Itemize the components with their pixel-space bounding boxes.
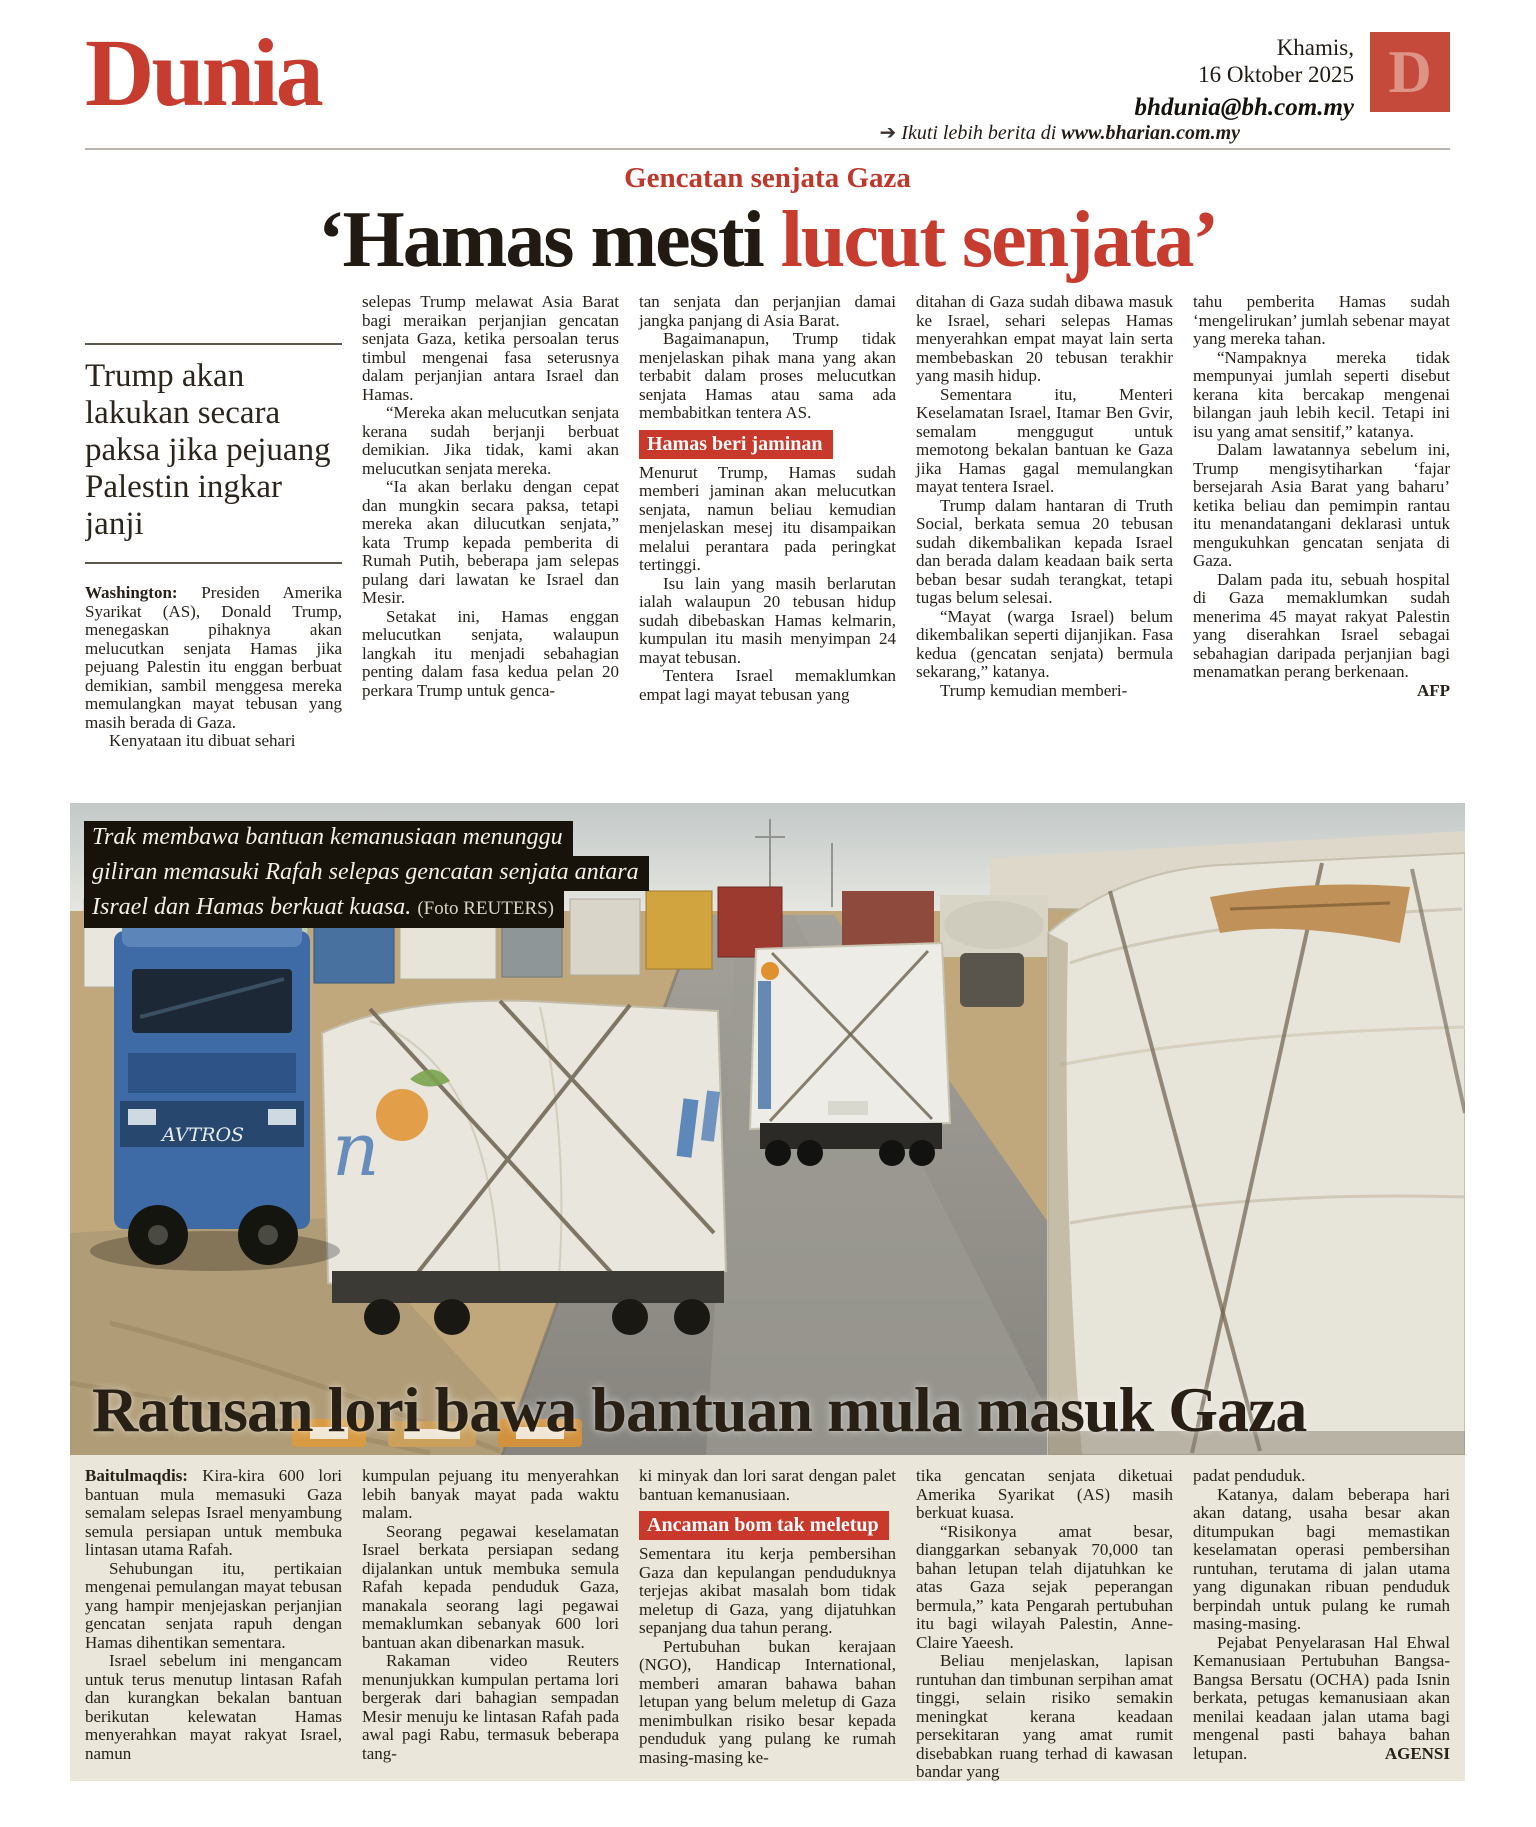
- date-line-2: 16 Oktober 2025: [1198, 62, 1354, 87]
- dateline: Washington:: [85, 583, 178, 602]
- blue-truck: [90, 921, 340, 1271]
- paragraph: Sementara itu kerja pembersihan Gaza dan kepulangan penduduknya terjejas akibat masalah bom tidak meletup di Gaza, yang dijatuhkan sepanjang dua tahun perang.: [639, 1544, 896, 1637]
- paragraph: Beliau menjelaskan, lapisan runtuhan dan timbunan serpihan amat tinggi, selain risiko semakin meningkat kerana keadaan persekitaran yang amat rumit disebabkan ruang terhad di kawasan bandar yang: [916, 1651, 1173, 1781]
- headline-red: lucut senjata’: [780, 196, 1218, 284]
- paragraph: ki minyak dan lori sarat dengan palet bantuan kemanusiaan.: [639, 1466, 896, 1504]
- caption-text: Israel dan Hamas berkuat kuasa.: [92, 894, 412, 920]
- paragraph: Menurut Trump, Hamas sudah memberi jaminan akan melucutkan senjata, namun beliau kemudian menjelaskan mesej itu disampaikan melalui perantara pada peringkat tertinggi.: [639, 462, 896, 574]
- paragraph-text: Pejabat Penyelarasan Hal Ehwal Kemanusiaan Pertubuhan Bangsa-Bangsa Bersatu (OCHA) pada Isnin berkata, petugas kemanusiaan akan menilai keadaan jalan utama bagi mengenal pasti bahaya bahan letupan.: [1193, 1632, 1450, 1763]
- article2-column-3: [639, 1467, 896, 1781]
- paragraph: selepas Trump melawat Asia Barat bagi meraikan perjanjian gencatan senjata Gaza, ketika persoalan terus timbul mengenai fasa seterusnya dalam perjanjian antara Israel dan Hamas.: [362, 293, 619, 404]
- caption-line: Trak membawa bantuan kemanusiaan menunggu: [84, 821, 573, 856]
- paragraph: [85, 1467, 342, 1560]
- paragraph: Israel sebelum ini mengancam untuk terus menutup lintasan Rafah dan kurangkan bekalan bantuan berikutan kelewatan Hamas menyerahkan mayat rakyat Israel, namun: [85, 1651, 342, 1763]
- paragraph: Seorang pegawai keselamatan Israel berkata persiapan sedang dijalankan untuk membuka semula Rafah kepada penduduk Gaza, manakala seorang lagi pegawai memaklumkan sebanyak 600 lori bantuan akan dibenarkan masuk.: [362, 1521, 619, 1652]
- paragraph: Pertubuhan bukan kerajaan (NGO), Handicap International, memberi amaran bahawa bahan letupan yang belum meletup di Gaza menimbulkan risiko besar kepada penduduk yang pulang ke rumah masing-masing ke-: [639, 1636, 896, 1767]
- paragraph: “Ia akan berlaku dengan cepat dan mungkin secara paksa, tetapi mereka akan dilucutkan senjata,” kata Trump kepada pemberita di Rumah Putih, beberapa jam selepas pulang dari lawatan ke Israel dan Mesir.: [362, 477, 619, 607]
- aid-bundle-trailer: [322, 1001, 726, 1335]
- agency-credit: AFP: [1416, 680, 1450, 700]
- article1-headline: [85, 197, 1450, 283]
- paragraph: Trump dalam hantaran di Truth Social, berkata semua 20 tebusan sudah dikembalikan kepada Israel dan berada dalam keadaan baik serta beban besar sudah terangkat, tetapi tugas belum selesai.: [916, 495, 1173, 607]
- subhead-label: Hamas beri jaminan: [639, 430, 833, 459]
- standfirst-rule-bottom: [85, 562, 342, 564]
- agency-credit: AGENSI: [1384, 1743, 1450, 1763]
- arrow-icon: ➔: [879, 122, 897, 144]
- svg-text:n: n: [332, 1107, 380, 1193]
- paragraph: ditahan di Gaza sudah dibawa masuk ke Israel, sehari selepas Hamas menyerahkan empat mayat lain serta membebaskan 20 tebusan terakhir yang masih hidup.: [916, 293, 1173, 385]
- news-photo: [70, 803, 1465, 1455]
- paragraph: Sehubungan itu, pertikaian mengenai pemulangan mayat tebusan yang hampir menjejaskan perjanjian gencatan senjata rapuh dengan Hamas dihentikan sementara.: [85, 1558, 342, 1652]
- section-email[interactable]: bhdunia@bh.com.my: [1134, 94, 1354, 121]
- paragraph: [1193, 569, 1450, 700]
- paragraph: Isu lain yang masih berlarutan ialah walaupun 20 tebusan hidup sudah dibebaskan Hamas kelmarin, kumpulan itu masih menyimpan 24 mayat tebusan.: [639, 573, 896, 667]
- paragraph: tahu pemberita Hamas sudah ‘mengelirukan’ jumlah sebenar mayat yang mereka tahan.: [1193, 293, 1450, 348]
- paragraph: padat penduduk.: [1193, 1466, 1306, 1485]
- caption-line: [84, 891, 564, 928]
- paragraph: Tentera Israel memaklumkan empat lagi mayat tebusan yang: [639, 666, 896, 704]
- caption-line: giliran memasuki Rafah selepas gencatan senjata antara: [84, 856, 649, 891]
- tarped-convoy-right: [1048, 853, 1465, 1455]
- paragraph: [85, 584, 342, 732]
- section-title: Dunia: [85, 19, 321, 126]
- article1-column-5: [1193, 293, 1450, 789]
- header-rule: [85, 148, 1450, 150]
- headline-black: ‘Hamas mesti: [317, 196, 781, 284]
- paragraph: Setakat ini, Hamas enggan melucutkan senjata, walaupun langkah itu menjadi sebahagian penting dalam fasa kedua pelan 20 perkara Trump untuk genca-: [362, 606, 619, 700]
- subhead-label: Ancaman bom tak meletup: [639, 1511, 889, 1540]
- paragraph: Kenyataan itu dibuat sehari: [109, 731, 296, 750]
- svg-text:AVTROS: AVTROS: [162, 1124, 245, 1146]
- masthead: [85, 19, 1450, 148]
- paragraph: “Risikonya amat besar, dianggarkan sebanyak 70,000 tan bahan letupan telah dijatuhkan ke atas Gaza sejak peperangan bermula,” kata Pengarah pertubuhan itu bagi wilayah Palestin, Anne-Claire Yaeesh.: [916, 1521, 1173, 1652]
- article2-column-5: [1193, 1467, 1450, 1781]
- paragraph-text: Kira-kira 600 lori bantuan mula memasuki Gaza semalam selepas Israel menyambung semula persiapan untuk membuka lintasan utama Rafah.: [85, 1466, 342, 1559]
- article1-column-1: [85, 293, 342, 789]
- article2-headline: Ratusan lori bawa bantuan mula masuk Gaza: [92, 1374, 1307, 1445]
- paragraph: Trump kemudian memberi-: [940, 680, 1128, 700]
- paragraph: tika gencatan senjata diketuai Amerika Syarikat (AS) masih berkuat kuasa.: [916, 1466, 1173, 1522]
- paragraph: Bagaimanapun, Trump tidak menjelaskan pihak mana yang akan terbabit dalam proses melucutkan senjata Hamas atau sama ada membabitkan tentera AS.: [639, 329, 896, 422]
- paragraph: Dalam lawatannya sebelum ini, Trump mengisytiharkan ‘fajar bersejarah Asia Barat yang baharu’ ketika beliau dan pemimpin rantau itu menandatangani deklarasi untuk mengukuhkan gencatan senjata di Gaza.: [1193, 440, 1450, 570]
- paragraph-text: Presiden Amerika Syarikat (AS), Donald Trump, menegaskan pihaknya akan melucutkan senjata Hamas jika pejuang Palestin itu enggan berbuat demikian, sambil menggesa mereka memulangkan mayat tebusan yang masih berada di Gaza.: [85, 583, 342, 732]
- date-line-1: Khamis,: [1276, 35, 1354, 60]
- logo-letter: D: [1388, 38, 1432, 105]
- article2-panel: [70, 1455, 1465, 1781]
- paragraph: Rakaman video Reuters menunjukkan kumpulan pertama lori bergerak dari bahagian sempadan Mesir menuju ke lintasan Rafah pada awal pagi Rabu, termasuk beberapa tang-: [362, 1651, 619, 1763]
- follow-line: [880, 120, 1240, 145]
- dateline: Baitulmaqdis:: [85, 1466, 188, 1485]
- follow-text: Ikuti lebih berita di: [901, 122, 1057, 144]
- standfirst: Trump akan lakukan secara paksa jika pejuang Palestin ingkar janji: [85, 358, 331, 542]
- paragraph: “Mayat (warga Israel) belum dikembalikan seperti dijanjikan. Fasa kedua (gencatan senjata) bermula sekarang,” katanya.: [916, 606, 1173, 681]
- article1-body: [85, 293, 1450, 789]
- paragraph: Sementara itu, Menteri Keselamatan Israel, Itamar Ben Gvir, semalam menggugut untuk memotong bekalan bantuan ke Gaza jika Hamas gagal memulangkan mayat tentera Israel.: [916, 384, 1173, 496]
- paragraph: “Mereka akan melucutkan senjata kerana sudah berjanji berbuat demikian. Jika tidak, kami akan melucutkan senjata mereka.: [362, 403, 619, 478]
- follow-url[interactable]: www.bharian.com.my: [1061, 122, 1240, 144]
- article1-column-3: [639, 293, 896, 789]
- date-block: [1135, 32, 1354, 121]
- kicker: Gencatan senjata Gaza: [624, 162, 911, 194]
- paragraph: kumpulan pejuang itu menyerahkan lebih banyak mayat pada waktu malam.: [362, 1466, 619, 1522]
- article2-column-1: [85, 1467, 342, 1781]
- article2-column-4: [916, 1467, 1173, 1781]
- paragraph: “Nampaknya mereka tidak mempunyai jumlah seperti disebut kerana kita bercakap mengenai bilangan jauh lebih kecil. Tetapi ini isu yang amat sensitif,” katanya.: [1193, 347, 1450, 441]
- paragraph: [1193, 1634, 1450, 1764]
- article2-column-2: [362, 1467, 619, 1781]
- masthead-right: [1135, 32, 1450, 121]
- photo-credit: (Foto REUTERS): [417, 898, 555, 919]
- paragraph: tan senjata dan perjanjian damai jangka panjang di Asia Barat.: [639, 293, 896, 330]
- paragraph: Katanya, dalam beberapa hari akan datang, usaha besar akan ditumpukan bagi memastikan keselamatan operasi pembersihan runtuhan, terutama di jalan utama yang digunakan ribuan penduduk berpindah untuk pulang ke rumah masing-masing.: [1193, 1484, 1450, 1633]
- article1-column-2: [362, 293, 619, 789]
- article2-body: [85, 1467, 1450, 1781]
- paragraph-text: Dalam pada itu, sebuah hospital di Gaza memaklumkan sudah menerima 45 mayat rakyat Palestin yang diserahkan Israel sebagai sebahagian daripada perjanjian bagi menamatkan perang berkenaan.: [1193, 569, 1450, 681]
- bh-d-logo: [1370, 32, 1450, 112]
- photo-caption: [84, 821, 649, 928]
- article1-column-4: [916, 293, 1173, 789]
